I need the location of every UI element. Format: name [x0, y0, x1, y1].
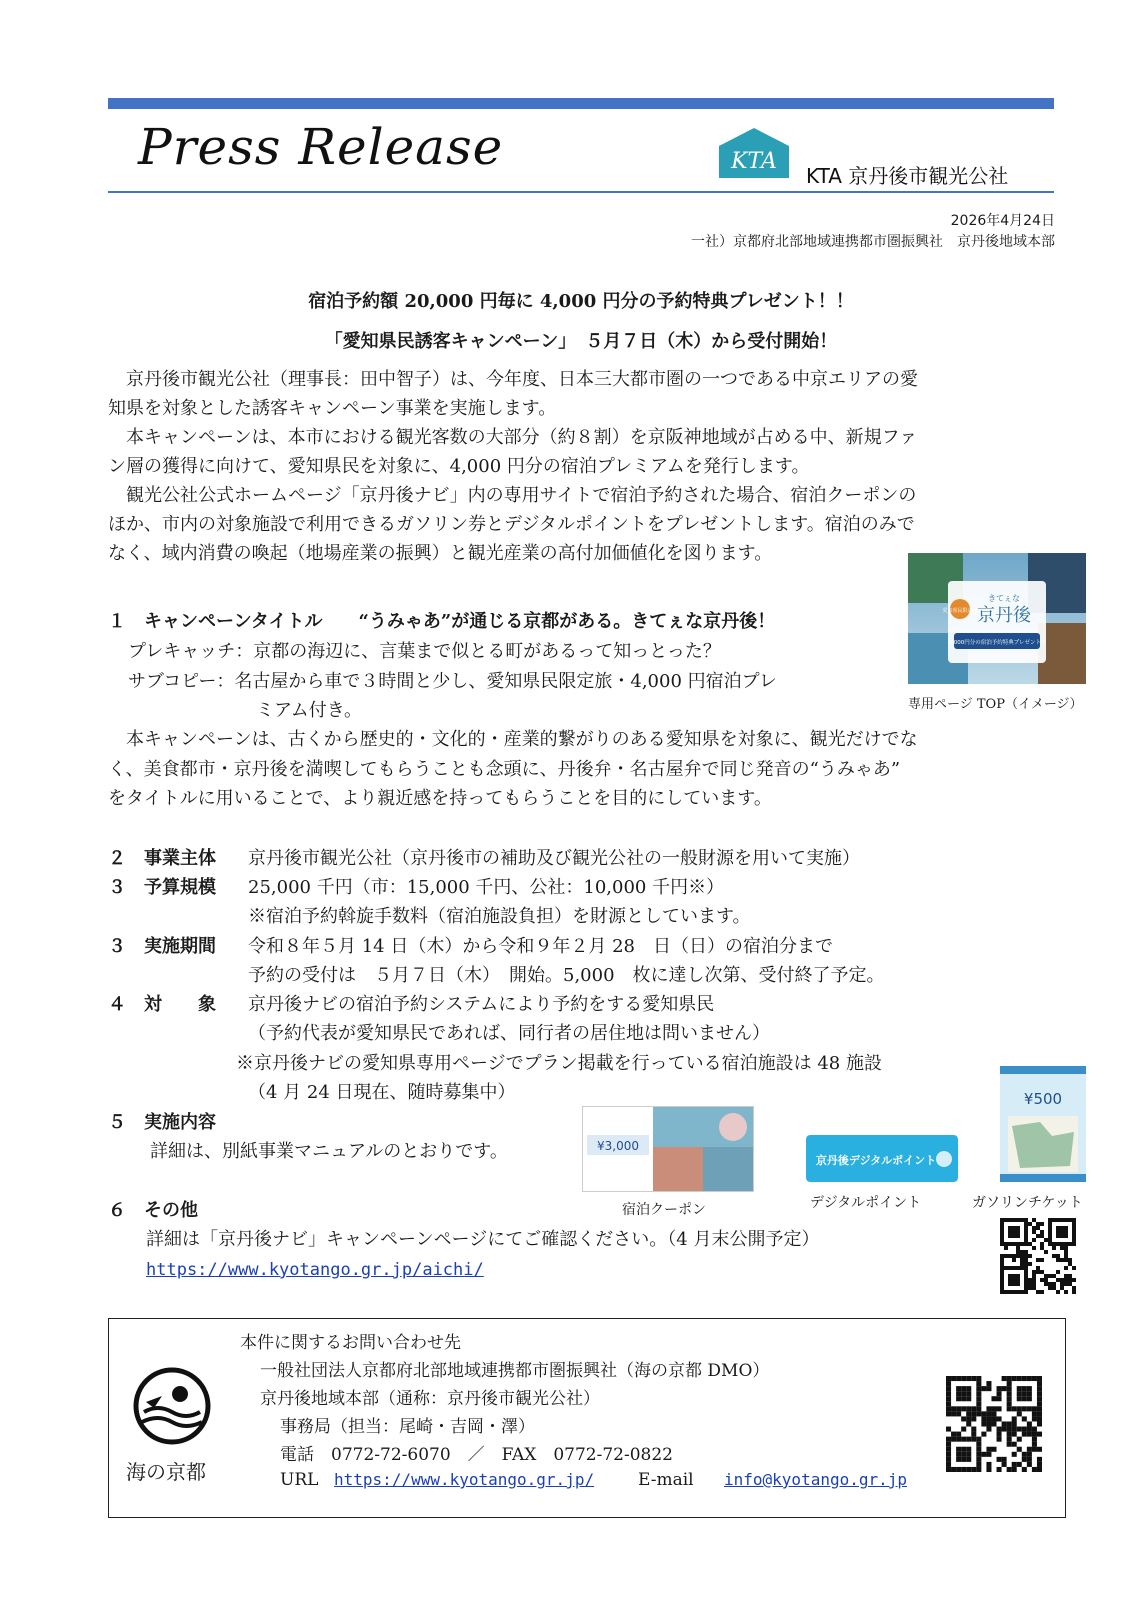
precatch: プレキャッチ：京都の海辺に、言葉まで似とる町があるって知っとった？ — [128, 641, 721, 662]
press-release-title: Press Release — [138, 118, 504, 176]
section-6-label: ６ その他 — [108, 1200, 198, 1221]
intro-line: 観光公社公式ホームページ「京丹後ナビ」内の専用サイトで宿泊予約された場合、宿泊クーポンの — [108, 485, 917, 506]
section-4-note: （4 月 24 日現在、随時募集中） — [248, 1082, 516, 1103]
contact-qr-code-icon — [946, 1376, 1042, 1472]
campaign-url-link[interactable]: https://www.kyotango.gr.jp/aichi/ — [146, 1260, 484, 1280]
coupon-image — [582, 1106, 754, 1192]
campaign-image-caption: 専用ページ TOP（イメージ） — [908, 697, 1083, 712]
kta-logo-icon — [717, 126, 791, 178]
section-5-label: ５ 実施内容 — [108, 1112, 216, 1133]
intro-line: 京丹後市観光公社（理事長：田中智子）は、今年度、日本三大都市圏の一つである中京エリアの愛 — [108, 369, 918, 390]
svg-text:京丹後: 京丹後 — [977, 605, 1031, 626]
intro-line: なく、域内消費の喚起（地場産業の振興）と観光産業の高付加価値化を図ります。 — [108, 543, 773, 564]
digital-point-image — [806, 1135, 958, 1182]
section-3a-note: ※宿泊予約斡旋手数料（宿泊施設負担）を財源としています。 — [248, 906, 751, 927]
svg-text:愛知県民限定旅: 愛知県民限定旅 — [942, 608, 978, 614]
contact-phone: 電話 0772-72-6070 ／ FAX 0772-72-0822 — [280, 1445, 673, 1465]
contact-office: 事務局（担当：尾崎・吉岡・澤） — [280, 1417, 535, 1437]
contact-email-label: E-mail — [638, 1470, 694, 1490]
contact-email-link[interactable]: info@kyotango.gr.jp — [724, 1470, 908, 1489]
subcopy: サブコピー：名古屋から車で３時間と少し、愛知県民限定旅・4,000 円宿泊プレ — [128, 671, 777, 692]
section-3a-value: 25,000 千円（市：15,000 千円、公社：10,000 千円※） — [248, 877, 725, 898]
section-2-label: ２ 事業主体 — [108, 848, 216, 869]
gas-ticket-caption: ガソリンチケット — [972, 1195, 1083, 1211]
header-divider — [108, 191, 1054, 193]
section-1-body: をタイトルに用いることで、より親近感を持ってもらうことを目的にしています。 — [108, 788, 772, 809]
section-4-label: ４ 対 象 — [108, 994, 216, 1015]
umi-no-kyoto-logo-text: 海の京都 — [126, 1460, 206, 1484]
section-1-heading: １ キャンペーンタイトル “うみゃあ”が通じる京都がある。きてぇな京丹後！ — [108, 611, 776, 632]
release-date: 2026年4月24日 — [950, 213, 1055, 229]
contact-url-link[interactable]: https://www.kyotango.gr.jp/ — [334, 1470, 595, 1489]
svg-text:きてぇな: きてぇな — [988, 594, 1020, 603]
subcopy-cont: ミアム付き。 — [256, 700, 363, 721]
coupon-caption: 宿泊クーポン — [622, 1202, 706, 1218]
headline-2: 「愛知県民誘客キャンペーン」 ５月７日（木）から受付開始！ — [324, 331, 838, 352]
gas-ticket-image — [1000, 1066, 1086, 1182]
section-4-note: （予約代表が愛知県民であれば、同行者の居住地は問いません） — [248, 1023, 770, 1044]
section-5-value: 詳細は、別紙事業マニュアルのとおりです。 — [150, 1141, 508, 1162]
section-3b-note: 予約の受付は ５月７日（木） 開始。5,000 枚に達し次第、受付終了予定。 — [248, 965, 885, 986]
section-4-value: 京丹後ナビの宿泊予約システムにより予約をする愛知県民 — [248, 994, 715, 1015]
campaign-page-image — [908, 553, 1086, 684]
section-2-value: 京丹後市観光公社（京丹後市の補助及び観光公社の一般財源を用いて実施） — [248, 848, 860, 869]
intro-line: ほか、市内の対象施設で利用できるガソリン券とデジタルポイントをプレゼントします。宿泊のみで — [108, 514, 915, 535]
svg-text:4,000円分の宿泊予約特典プレゼント!!: 4,000円分の宿泊予約特典プレゼント!! — [948, 640, 1046, 646]
headline-1: 宿泊予約額 20,000 円毎に 4,000 円分の予約特典プレゼント！！ — [308, 291, 854, 312]
section-6-value: 詳細は「京丹後ナビ」キャンペーンページにてご確認ください。（4 月末公開予定） — [146, 1229, 820, 1250]
campaign-qr-code-icon — [1000, 1218, 1076, 1294]
intro-line: 知県を対象とした誘客キャンペーン事業を実施します。 — [108, 398, 557, 419]
digital-point-caption: デジタルポイント — [810, 1195, 922, 1211]
section-1-body: 本キャンペーンは、古くから歴史的・文化的・産業的繋がりのある愛知県を対象に、観光だけでな — [108, 729, 918, 750]
section-3a-label: ３ 予算規模 — [108, 877, 216, 898]
section-3b-value: 令和８年５月 14 日（木）から令和９年２月 28 日（日）の宿泊分まで — [248, 936, 833, 957]
intro-line: ン層の獲得に向けて、愛知県民を対象に、4,000 円分の宿泊プレミアムを発行します。 — [108, 456, 810, 477]
intro-line: 本キャンペーンは、本市における観光客数の大部分（約８割）を京阪神地域が占める中、新規ファ — [108, 427, 918, 448]
contact-url-label: URL — [280, 1470, 319, 1490]
contact-org: 一般社団法人京都府北部地域連携都市圏振興社（海の京都 DMO） — [260, 1361, 770, 1381]
umi-no-kyoto-logo-icon — [132, 1366, 212, 1446]
org-name: KTA 京丹後市観光公社 — [806, 164, 1009, 188]
section-3b-label: ３ 実施期間 — [108, 936, 216, 957]
kta-logo-letters: KTA — [731, 149, 777, 174]
section-1-body: く、美食都市・京丹後を満喫してもらうことも念頭に、丹後弁・名古屋弁で同じ発音の“うみゃあ” — [108, 759, 901, 780]
header-top-bar — [108, 98, 1054, 109]
svg-text:¥500: ¥500 — [1023, 1090, 1063, 1108]
contact-branch: 京丹後地域本部（通称：京丹後市観光公社） — [260, 1389, 600, 1409]
svg-text:¥3,000: ¥3,000 — [597, 1139, 639, 1153]
svg-text:京丹後デジタルポイント: 京丹後デジタルポイント — [815, 1154, 937, 1167]
contact-title: 本件に関するお問い合わせ先 — [240, 1333, 461, 1353]
issuer: 一社）京都府北部地域連携都市圏振興社 京丹後地域本部 — [691, 234, 1055, 250]
section-4-note: ※京丹後ナビの愛知県専用ページでプラン掲載を行っている宿泊施設は 48 施設 — [236, 1053, 882, 1074]
